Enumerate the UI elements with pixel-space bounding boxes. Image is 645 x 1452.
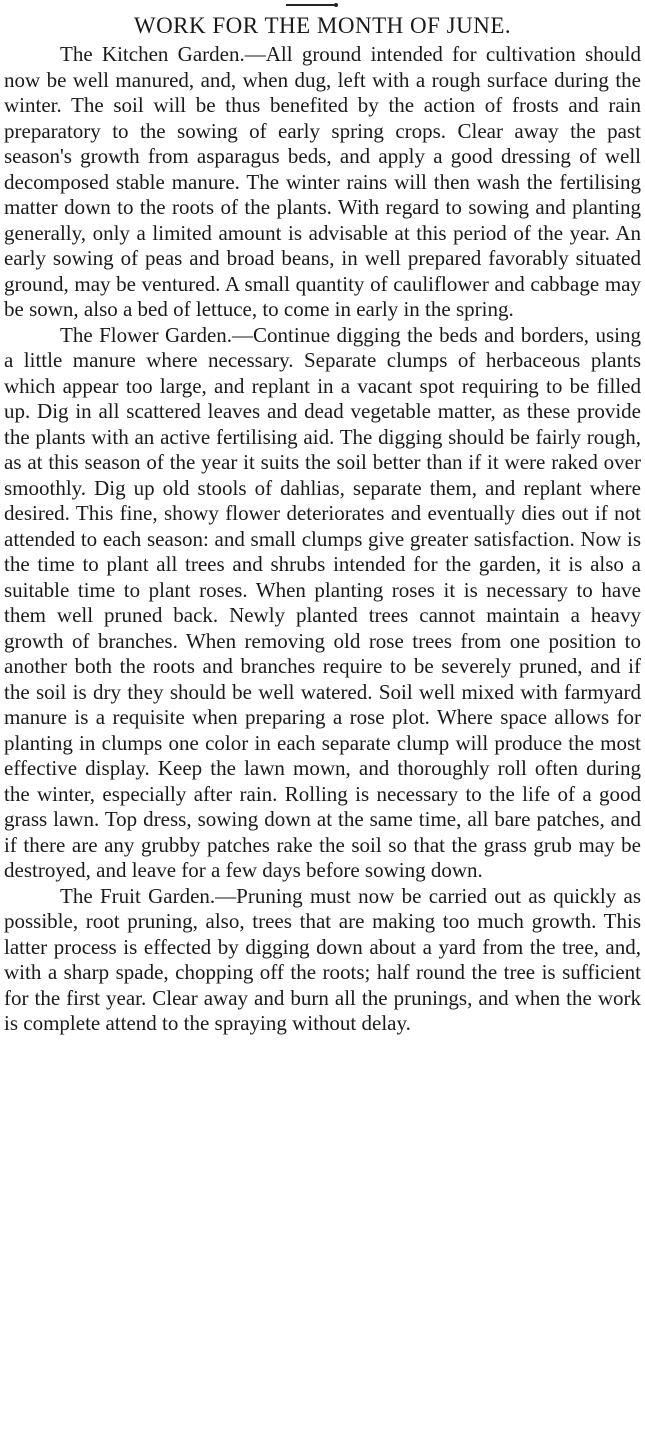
article-body: [4, 42, 641, 1037]
page-title: WORK FOR THE MONTH OF JUNE.: [133, 13, 512, 38]
paragraph-flower-garden: The Flower Garden.—Continue digging the beds and borders, using a little manure where necessary. Separate clumps of herbaceous plants which appear too large, and replant in a vacant spot requiring to be filled up. Dig in all scattered leaves and dead vegetable matter, as these provide the plants with an active fertilising aid. The digging should be fairly rough, as at this season of the year it suits the soil better than if it were raked over smoothly. Dig up old stools of dahlias, separate them, and replant where desired. This fine, showy flower deteriorates and eventually dies out if not attended to each season: and small clumps give greater satisfaction. Now is the time to plant all trees and shrubs intended for the garden, it is also a suitable time to plant roses. When planting roses it is necessary to have them well pruned back. Newly planted trees cannot maintain a heavy growth of branches. When removing old rose trees from one position to another both the roots and branches require to be severely pruned, and if the soil is dry they should be well watered. Soil well mixed with farmyard manure is a requisite when preparing a rose plot. Where space allows for planting in clumps one color in each separate clump will produce the most effective display. Keep the lawn mown, and thoroughly roll often during the winter, especially after rain. Rolling is necessary to the life of a good grass lawn. Top dress, sowing down at the same time, all bare patches, and if there are any grubby patches rake the soil so that the grass grub may be destroyed, and leave for a few days before sowing down.: [4, 322, 641, 882]
header-rule: [286, 4, 334, 6]
paragraph-fruit-garden: The Fruit Garden.—Pruning must now be carried out as quickly as possible, root pruning, also, trees that are making too much growth. This latter process is effected by digging down about a yard from the tree, and, with a sharp spade, chopping off the roots; half round the tree is sufficient for the first year. Clear away and burn all the prunings, and when the work is complete attend to the spraying without delay.: [4, 883, 641, 1035]
paragraph-kitchen-garden: The Kitchen Garden.—All ground intended for cultivation should now be well manured, and, when dug, left with a rough surface during the winter. The soil will be thus benefited by the action of frosts and rain preparatory to the sowing of early spring crops. Clear away the past season's growth from asparagus beds, and apply a good dressing of well decomposed stable manure. The winter rains will then wash the fertilising matter down to the roots of the plants. With regard to sowing and planting generally, only a limited amount is advisable at this period of the year. An early sowing of peas and broad beans, in well prepared favorably situated ground, may be ventured. A small quantity of cauliflower and cabbage may be sown, also a bed of lettuce, to come in early in the spring.: [4, 42, 641, 321]
